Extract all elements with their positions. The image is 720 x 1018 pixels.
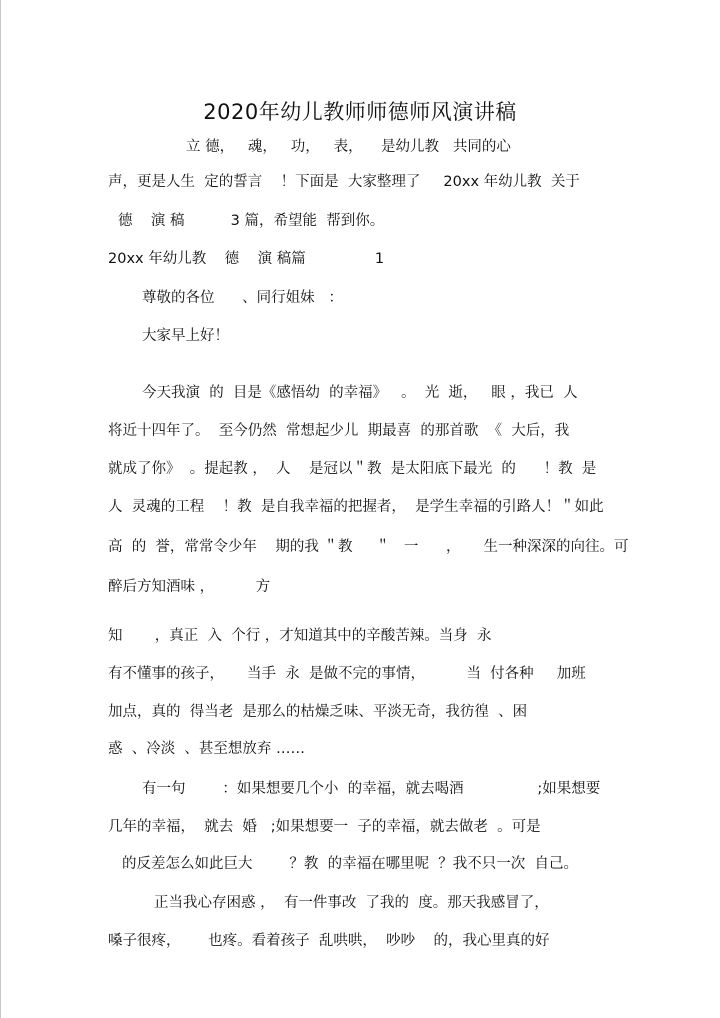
paragraph-line: 正当我心存困惑 ， 有一件事改 了我的 度。那天我感冒了， (154, 895, 549, 911)
paragraph-line: 人 灵魂的工程 ！教 是自我幸福的把握者， 是学生幸福的引路人！＂如此 (108, 499, 604, 515)
paragraph-line: 有一句 ：如果想要几个小 的幸福，就去喝酒 ;如果想要 (142, 781, 601, 797)
paragraph-line: 尊敬的各位 、同行姐妹 ： (142, 290, 343, 306)
page-edge (0, 0, 1, 1018)
paragraph-line: 的反差怎么如此巨大 ？教 的幸福在哪里呢 ？我不只一次 自己。 (122, 856, 579, 872)
paragraph-line: 将近十四年了。 至今仍然 常想起少儿 期最喜 的那首歌 《 大后，我 (108, 423, 570, 439)
paragraph-line: 知 ，真正 入 个行 ，才知道其中的辛酸苦辣。当身 永 (108, 628, 492, 644)
document-title: 2020年幼儿教师师德师风演讲稿 (203, 100, 517, 124)
paragraph-line: 今天我演 的 目是《感悟幼 的幸福》 。 光 逝， 眼 ，我已 人 (142, 385, 578, 401)
paragraph-line: 德 演 稿 3 篇，希望能 帮到你。 (118, 213, 385, 229)
paragraph-line: 立 德， 魂， 功， 表， 是幼儿教 共同的心 (186, 139, 511, 155)
paragraph-line: 嗓子很疼， 也疼。看着孩子 乱哄哄， 吵吵 的，我心里真的好 (108, 933, 550, 949)
paragraph-line: 大家早上好！ (142, 328, 229, 344)
section-heading: 20xx 年幼儿教 德 演 稿篇 1 (108, 251, 385, 267)
paragraph-line: 几年的幸福， 就去 婚 ;如果想要一 子的幸福，就去做老 。可是 (108, 819, 541, 835)
paragraph-line: 就成了你》 。提起教 ， 人 是冠以＂教 是太阳底下最光 的 ！教 是 (108, 461, 597, 477)
paragraph-line: 惑 、冷淡 、甚至想放弃 …… (108, 741, 306, 757)
paragraph-line: 声，更是人生 定的誓言 ！下面是 大家整理了 20xx 年幼儿教 关于 (108, 174, 580, 190)
paragraph-line: 加点，真的 得当老 是那么的枯燥乏味、平淡无奇，我彷徨 、困 (108, 704, 528, 720)
paragraph-line: 高 的 誉，常常令少年 期的我 ＂教 ＂ 一 ， 生一种深深的向往。可 (108, 539, 629, 555)
paragraph-line: 醉后方知酒味 ， 方 (108, 579, 271, 595)
paragraph-line: 有不懂事的孩子， 当手 永 是做不完的事情， 当 付各种 加班 (108, 666, 586, 682)
